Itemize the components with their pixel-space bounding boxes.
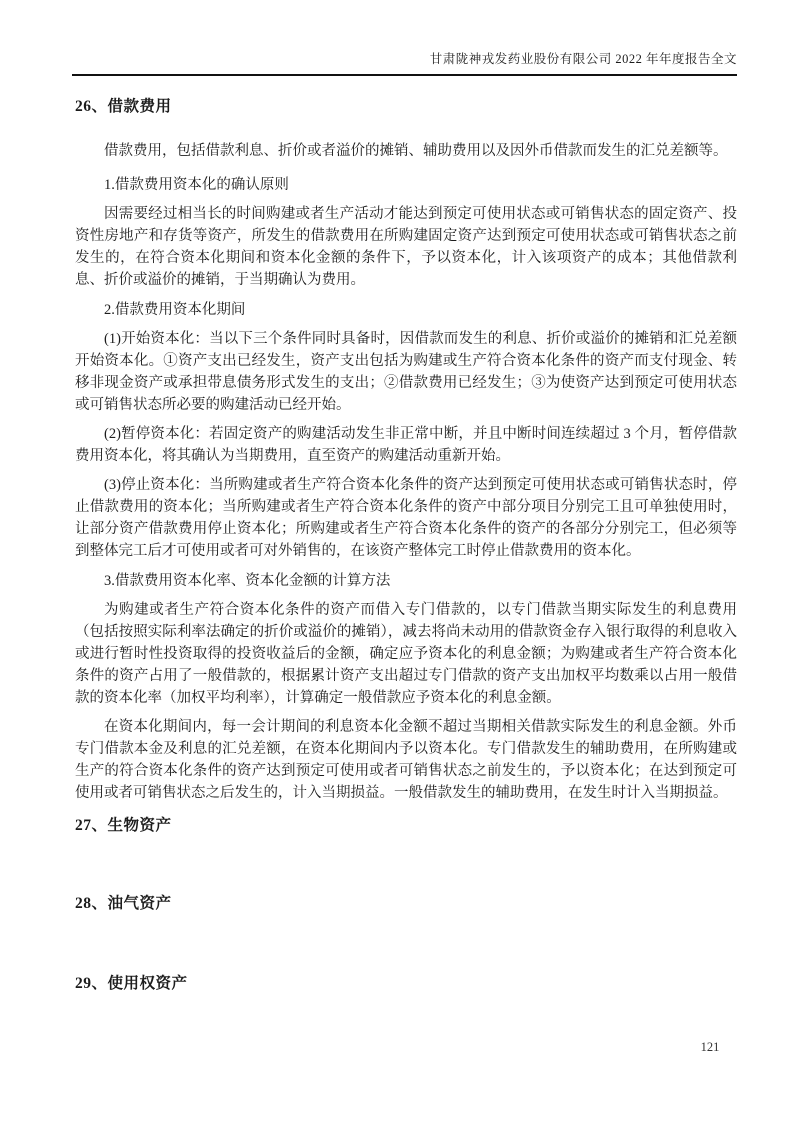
subsection-2-paragraph-1: (1)开始资本化：当以下三个条件同时具备时，因借款而发生的利息、折价或溢价的摊销和汇兑差额开始资本化。①资产支出已经发生，资产支出包括为购建或生产符合资本化条件的资产而支付现金、转移非现金资产或承担带息债务形式发生的支出；②借款费用已经发生；③为使资产达到预定可使用状态或可销售状态所必要的购建活动已经开始。 bbox=[75, 331, 737, 413]
section-heading-28: 28、油气资产 bbox=[75, 895, 172, 912]
page-content bbox=[75, 88, 737, 804]
section-heading-27: 27、生物资产 bbox=[75, 817, 172, 834]
subsection-1-heading: 1.借款费用资本化的确认原则 bbox=[104, 177, 289, 193]
subsection-3-heading: 3.借款费用资本化率、资本化金额的计算方法 bbox=[104, 573, 391, 589]
page-header bbox=[72, 48, 737, 76]
section-heading-26: 26、借款费用 bbox=[75, 98, 172, 115]
section-26-intro-paragraph: 借款费用，包括借款利息、折价或者溢价的摊销、辅助费用以及因外币借款而发生的汇兑差额等。 bbox=[104, 143, 728, 159]
subsection-2-paragraph-3: (3)停止资本化：当所购建或者生产符合资本化条件的资产达到预定可使用状态或可销售状态时，停止借款费用的资本化；当所购建或者生产符合资本化条件的资产中部分项目分别完工且可单独使用时，让部分资产借款费用停止资本化；所购建或者生产符合资本化条件的资产的各部分分别完工，但必须等到整体完工后才可使用或者可对外销售的，在该资产整体完工时停止借款费用的资本化。 bbox=[75, 477, 737, 559]
section-heading-29: 29、使用权资产 bbox=[75, 975, 188, 992]
subsection-3-paragraph-2: 在资本化期间内，每一会计期间的利息资本化金额不超过当期相关借款实际发生的利息金额。外币专门借款本金及利息的汇兑差额，在资本化期间内予以资本化。专门借款发生的辅助费用，在所购建或生产的符合资本化条件的资产达到预定可使用或者可销售状态之前发生的，予以资本化；在达到预定可使用或者可销售状态之后发生的，计入当期损益。一般借款发生的辅助费用，在发生时计入当期损益。 bbox=[75, 719, 737, 801]
subsection-2-paragraph-2: (2)暂停资本化：若固定资产的购建活动发生非正常中断，并且中断时间连续超过 3 个月，暂停借款费用资本化，将其确认为当期费用，直至资产的购建活动重新开始。 bbox=[75, 426, 737, 464]
subsection-3-paragraph-1: 为购建或者生产符合资本化条件的资产而借入专门借款的，以专门借款当期实际发生的利息费用（包括按照实际利率法确定的折价或溢价的摊销），减去将尚未动用的借款资金存入银行取得的利息收入或进行暂时性投资取得的投资收益后的金额，确定应予资本化的利息金额；为购建或者生产符合资本化条件的资产占用了一般借款的，根据累计资产支出超过专门借款的资产支出加权平均数乘以占用一般借款的资本化率（加权平均利率），计算确定一般借款应予资本化的利息金额。 bbox=[75, 602, 737, 706]
header-title: 甘肃陇神戎发药业股份有限公司 2022 年年度报告全文 bbox=[429, 52, 737, 66]
subsection-2-heading: 2.借款费用资本化期间 bbox=[104, 302, 246, 318]
subsection-1-paragraph: 因需要经过相当长的时间购建或者生产活动才能达到预定可使用状态或可销售状态的固定资产、投资性房地产和存货等资产，所发生的借款费用在所购建固定资产达到预定可使用状态或可销售状态之前发生的，在符合资本化期间和资本化金额的条件下，予以资本化，计入该项资产的成本；其他借款利息、折价或溢价的摊销，于当期确认为费用。 bbox=[75, 206, 737, 288]
page-number: 121 bbox=[700, 1040, 720, 1054]
